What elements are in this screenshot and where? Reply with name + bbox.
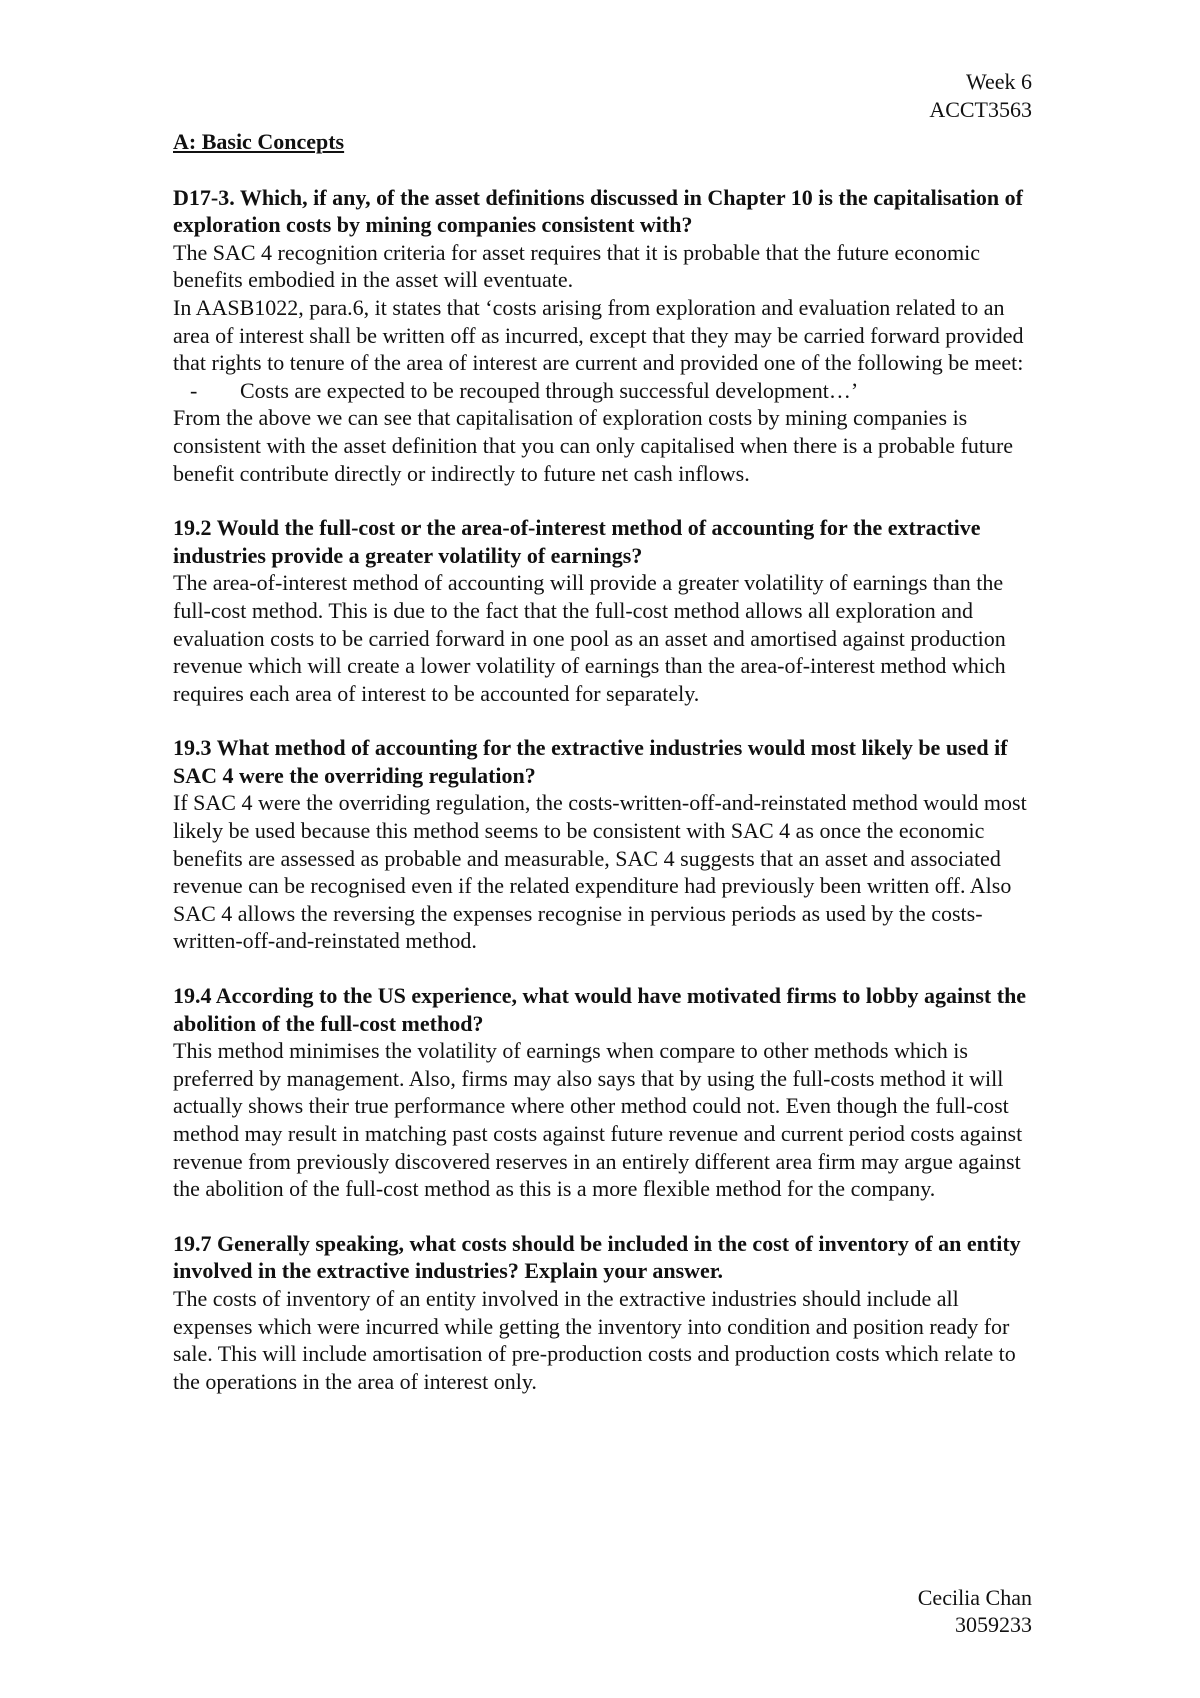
page-footer: [918, 1584, 1032, 1638]
student-id: 3059233: [955, 1612, 1032, 1637]
question-heading: 19.3 What method of accounting for the extractive industries would most likely be used if SAC 4 were the overriding regulation?: [173, 735, 1008, 788]
document-body: [173, 128, 1043, 1422]
author-name: Cecilia Chan: [917, 1585, 1032, 1610]
question-heading: 19.2 Would the full-cost or the area-of-interest method of accounting for the extractive industries provide a greater volatility of earnings?: [173, 515, 981, 568]
question-heading: D17-3. Which, if any, of the asset definitions discussed in Chapter 10 is the capitalisation of exploration costs by mining companies consistent with?: [173, 184, 1023, 238]
answer-paragraph: If SAC 4 were the overriding regulation, the costs-written-off-and-reinstated method would most likely be used because this method seems to be consistent with SAC 4 as once the economic benefits are assessed as probable and measurable, SAC 4 suggests that an asset and associated revenue can be recognised even if the related expenditure had previously been written off. Also SAC 4 allows the reversing the expenses recognise in pervious periods as used by the costs-written-off-and-reinstated method.: [173, 790, 1027, 954]
question-block-19-3: [173, 734, 1043, 955]
question-block-19-7: [173, 1230, 1043, 1396]
question-block-19-4: [173, 982, 1043, 1203]
question-heading: 19.7 Generally speaking, what costs should be included in the cost of inventory of an entity involved in the extractive industries? Explain your answer.: [173, 1230, 1021, 1284]
header-course-code: ACCT3563: [929, 97, 1032, 122]
answer-paragraph: The area-of-interest method of accounting will provide a greater volatility of earnings than the full-cost method. This is due to the fact that the full-cost method allows all exploration and evaluation costs to be carried forward in one pool as an asset and amortised against production revenue which will create a lower volatility of earnings than the area-of-interest method which requires each area of interest to be accounted for separately.: [173, 570, 1006, 706]
answer-paragraph: The SAC 4 recognition criteria for asset requires that it is probable that the future economic benefits embodied in the asset will eventuate.: [173, 239, 981, 293]
header-week: Week 6: [965, 69, 1032, 94]
bullet-text: Costs are expected to be recouped through successful development…’: [240, 377, 859, 403]
answer-paragraph: In AASB1022, para.6, it states that ‘costs arising from exploration and evaluation related to an area of interest shall be written off as incurred, except that they may be carried forward provided that rights to tenure of the area of interest are current and provided one of the following be meet:: [173, 294, 1024, 376]
question-block-19-2: [173, 514, 1043, 707]
section-title: A: Basic Concepts: [173, 129, 345, 154]
page-header: [929, 68, 1032, 124]
question-heading: 19.4 According to the US experience, what would have motivated firms to lobby against the abolition of the full-cost method?: [173, 983, 1027, 1036]
answer-paragraph: From the above we can see that capitalisation of exploration costs by mining companies is consistent with the asset definition that you can only capitalised when there is a probable future benefit contribute directly or indirectly to future net cash inflows.: [173, 405, 1014, 486]
answer-paragraph: The costs of inventory of an entity involved in the extractive industries should include all expenses which were incurred while getting the inventory into condition and position ready for sale. This will include amortisation of pre-production costs and production costs which relate to the operations in the area of interest only.: [173, 1285, 1016, 1394]
question-block-d17-3: [173, 184, 1043, 488]
answer-paragraph: This method minimises the volatility of earnings when compare to other methods which is preferred by management. Also, firms may also says that by using the full-costs method it will actually shows their true performance where other method could not. Even though the full-cost method may result in matching past costs against future revenue and current period costs against revenue from previously discovered reserves in an entirely different area firm may argue against the abolition of the full-cost method as this is a more flexible method for the company.: [173, 1038, 1023, 1202]
bullet-item: [173, 377, 1043, 405]
bullet-dash: -: [190, 377, 198, 403]
